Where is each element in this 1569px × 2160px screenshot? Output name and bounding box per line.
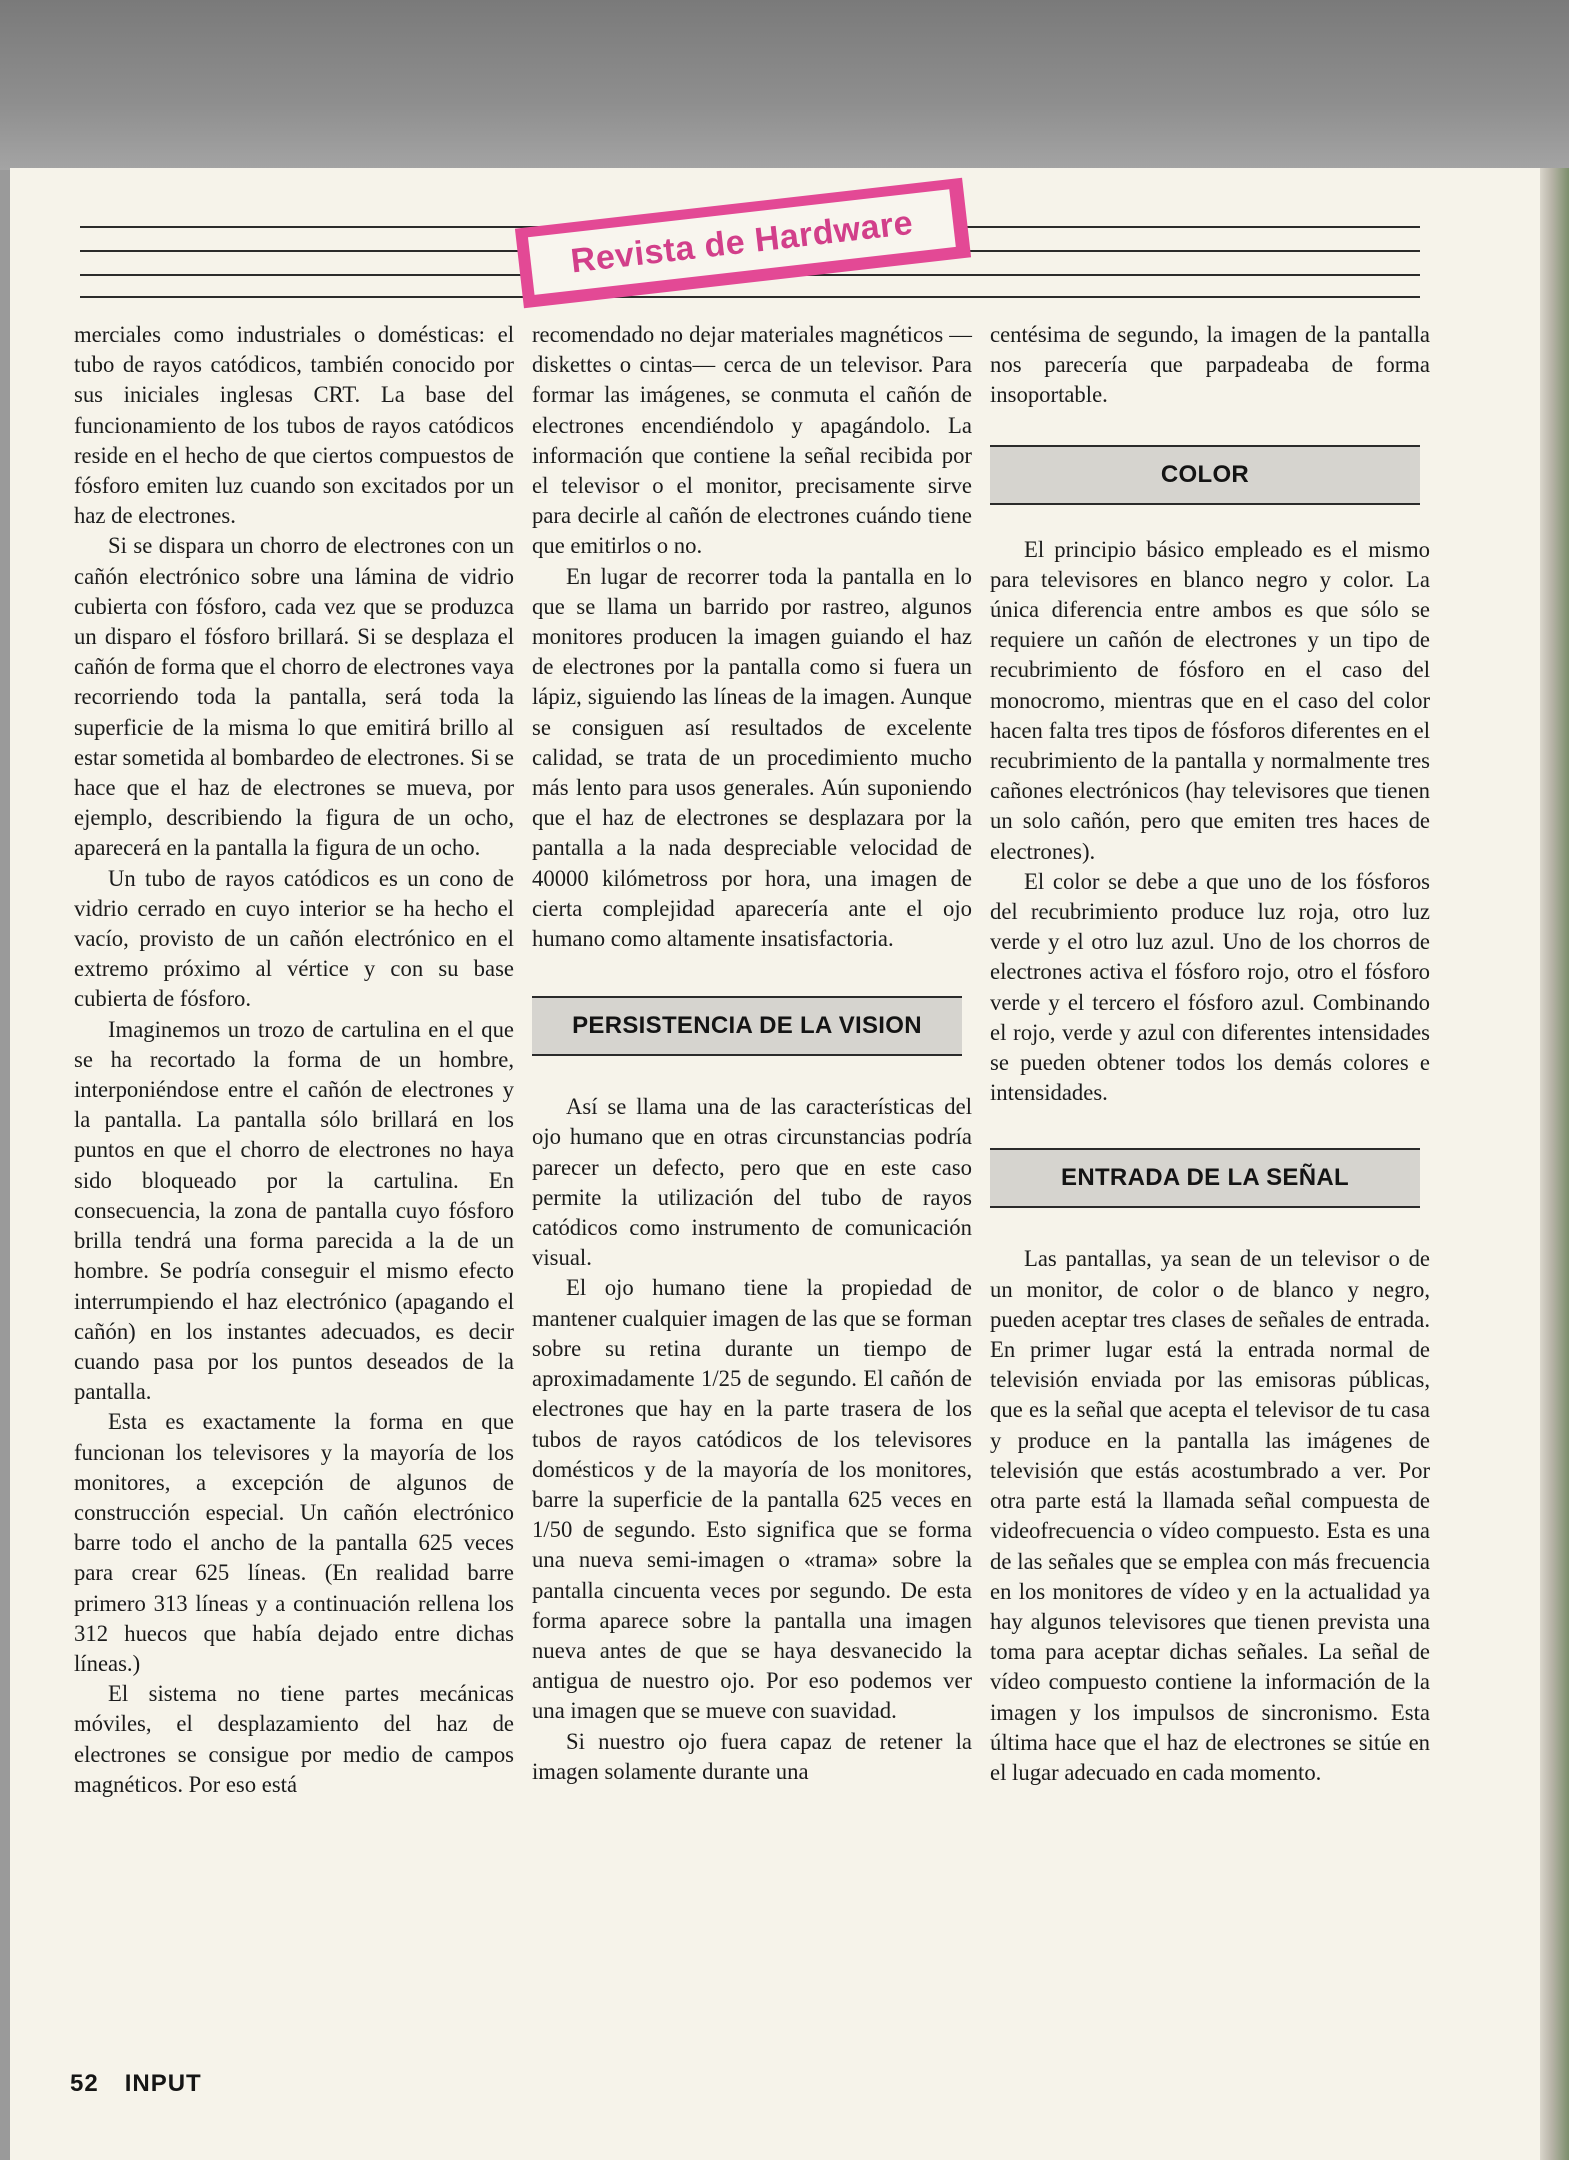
text-column-1 (74, 320, 514, 1800)
paragraph: El ojo humano tiene la propiedad de mantener cualquier imagen de las que se forman sobre su retina durante un tiempo de aproximadamente 1/25 de segundo. El cañón de electrones que hay en la parte trasera de los tubos de rayos catódicos de los televisores domésticos y de la mayoría de los monitores, barre la superficie de la pantalla 625 veces en 1/50 de segundo. Esto significa que se forma una nueva semi-imagen o «trama» sobre la pantalla cincuenta veces por segundo. De esta forma aparece sobre la pantalla una imagen nueva antes de que se haya desvanecido la antigua de nuestro ojo. Por eso podemos ver una imagen que se mueve con suavidad. (532, 1275, 972, 1724)
paragraph: Esta es exactamente la forma en que funcionan los televisores y la mayoría de los monitores, a excepción de algunos de construcción especial. Un cañón electrónico barre todo el ancho de la pantalla 625 veces para crear 625 líneas. (En realidad barre primero 313 líneas y a continuación rellena los 312 huecos que había dejado entre dichas líneas.) (74, 1409, 514, 1676)
header-rule (80, 296, 1420, 298)
paragraph: El sistema no tiene partes mecánicas móviles, el desplazamiento del haz de electrones se consigue por medio de campos magnéticos. Por eso está (74, 1681, 514, 1797)
banner-title: Revista de Hardware (568, 203, 915, 280)
paragraph: Imaginemos un trozo de cartulina en el que se ha recortado la forma de un hombre, interponiéndose entre el cañón de electrones y la pantalla. La pantalla sólo brillará en los puntos en que el chorro de electrones no haya sido bloqueado por la cartulina. En consecuencia, la zona de pantalla cuyo fósforo brilla tendrá una forma parecida a la de un hombre. Se podría conseguir el mismo efecto interrumpiendo el haz electrónico (apagando el cañón) en los instantes adecuados, es decir cuando pasa por los puntos deseados de la pantalla. (74, 1016, 514, 1405)
magazine-name: INPUT (124, 2070, 202, 2097)
paragraph: Si se dispara un chorro de electrones con un cañón electrónico sobre una lámina de vidrio cubierta con fósforo, cada vez que se produzca un disparo el fósforo brillará. Si se desplaza el cañón de forma que el chorro de electrones vaya recorriendo toda la pantalla, será toda la superficie de la misma lo que emitirá brillo al estar sometida al bombardeo de electrones. Si se hace que el haz de electrones se mueva, por ejemplo, describiendo la figura de un ocho, aparecerá en la pantalla la figura de un ocho. (74, 533, 514, 861)
scan-background (0, 0, 1569, 170)
next-page-edge (1540, 168, 1569, 2160)
paragraph: Un tubo de rayos catódicos es un cono de vidrio cerrado en cuyo interior se ha hecho el vacío, provisto de un cañón electrónico en el extremo próximo al vértice y con su base cubierta de fósforo. (74, 865, 514, 1012)
paragraph: En lugar de recorrer toda la pantalla en lo que se llama un barrido por rastreo, algunos monitores producen la imagen guiando el haz de electrones por la pantalla como si fuera un lápiz, siguiendo las líneas de la imagen. Aunque se consiguen así resultados de excelente calidad, se trata de un procedimiento mucho más lento para usos generales. Aún suponiendo que el haz de electrones se desplazara por la pantalla a la nada despreciable velocidad de 40000 kilómetross por hora, una imagen de cierta complejidad aparecería ante el ojo humano como altamente insatisfactoria. (532, 563, 972, 952)
section-heading-color: COLOR (990, 445, 1420, 505)
paragraph: Así se llama una de las características del ojo humano que en otras circunstancias podría parecer un defecto, pero que en este caso permite la utilización del tubo de rayos catódicos como instrumento de comunicación visual. (532, 1094, 972, 1271)
paragraph: El principio básico empleado es el mismo para televisores en blanco negro y color. La única diferencia entre ambos es que sólo se requiere un cañón de electrones y un tipo de recubrimiento de fósforo en el caso del monocromo, mientras que en el caso del color hacen falta tres tipos de fósforos diferentes en el recubrimiento de la pantalla y normalmente tres cañones electrónicos (hay televisores que tienen un solo cañón, pero que emiten tres haces de electrones). (990, 536, 1430, 864)
paragraph: Si nuestro ojo fuera capaz de retener la imagen solamente durante una (532, 1728, 972, 1784)
section-heading-entrada-senal: ENTRADA DE LA SEÑAL (990, 1148, 1420, 1208)
paragraph: recomendado no dejar materiales magnéticos —diskettes o cintas— cerca de un televisor. Para formar las imágenes, se conmuta el cañón de electrones encendiéndolo y apagándolo. La información que contiene la señal recibida por el televisor o el monitor, precisamente sirve para decirle al cañón de electrones cuándo tiene que emitirlos o no. (532, 322, 972, 559)
paragraph: Las pantallas, ya sean de un televisor o de un monitor, de color o de blanco y negro, pueden aceptar tres clases de señales de entrada. En primer lugar está la entrada normal de televisión enviada por las emisoras públicas, que es la señal que acepta el televisor de tu casa y produce en la pantalla las imágenes de televisión que estás acostumbrado a ver. Por otra parte está la llamada señal compuesta de videofrecuencia o vídeo compuesto. Esta es una de las señales que se emplea con más frecuencia en los monitores de vídeo y en la actualidad ya hay algunos televisores que tienen prevista una toma para aceptar dichas señales. La señal de vídeo compuesto contiene la información de la imagen y los impulsos de sincronismo. Esta última hace que el haz de electrones se sitúe en el lugar adecuado en cada momento. (990, 1246, 1430, 1785)
text-column-3 (990, 320, 1430, 1788)
page-number: 52 (70, 2070, 99, 2097)
page-footer (70, 2070, 228, 2098)
paragraph: merciales como industriales o domésticas: el tubo de rayos catódicos, también conocido por sus iniciales inglesas CRT. La base del funcionamiento de los tubos de rayos catódicos reside en el hecho de que ciertos compuestos de fósforo emiten luz cuando son excitados por un haz de electrones. (74, 322, 514, 529)
text-column-2 (532, 320, 972, 1787)
paragraph: El color se debe a que uno de los fósforos del recubrimiento produce luz roja, otro luz verde y el otro luz azul. Uno de los chorros de electrones activa el fósforo rojo, otro el fósforo verde y el tercero el fósforo azul. Combinando el rojo, verde y azul con diferentes intensidades se pueden obtener todos los demás colores e intensidades. (990, 868, 1430, 1106)
paragraph: centésima de segundo, la imagen de la pantalla nos parecería que parpadeaba de forma insoportable. (990, 322, 1430, 408)
section-heading-persistencia: PERSISTENCIA DE LA VISION (532, 996, 962, 1056)
